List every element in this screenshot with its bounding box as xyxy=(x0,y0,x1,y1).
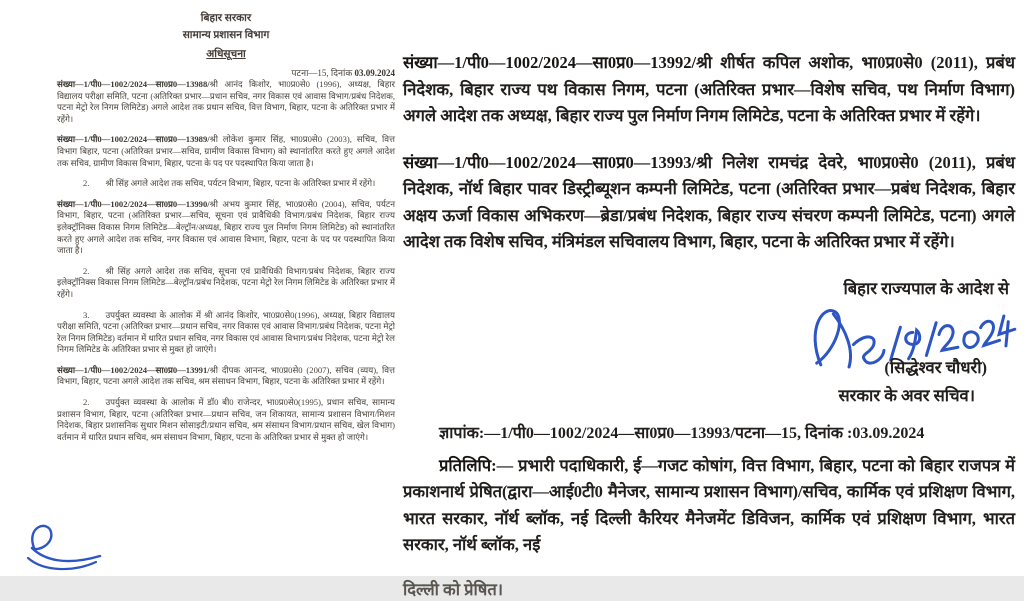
memo-number-line: ज्ञापांक:—1/पी0—1002/2024—सा0प्र0—13993/पटना—15, दिनांक :03.09.2024 xyxy=(439,424,925,442)
copy-to-label: प्रतिलिपि:— xyxy=(439,455,514,475)
cut-off-last-line: दिल्ली को प्रेषित। xyxy=(403,579,503,599)
by-order-line: बिहार राज्यपाल के आदेश से xyxy=(843,278,1009,298)
signature-block xyxy=(403,299,1015,417)
copy-to-text: प्रभारी पदाधिकारी, ई—गजट कोषांग, वित्त विभाग, बिहार, पटना को बिहार राजपत्र में प्रकाशनार्थ प्रेषित(द्वारा—आई0टी0 मैनेजर, सामान्य प्रशासन विभाग)/सचिव, कार्मिक एवं प्रशिक्षण विभाग, भारत सरकार, नॉर्थ ब्लॉक, नई दिल्ली कैरियर मैनेजमेंट डिविजन, कार्मिक एवं प्रशिक्षण विभाग, भारत सरकार, नॉर्थ ब्लॉक, नई xyxy=(403,455,1016,554)
letterhead xyxy=(57,10,395,63)
right-page-content xyxy=(403,50,1016,599)
date-value: 03.09.2024 xyxy=(354,68,395,78)
signatory-name: (सिद्धेश्वर चौधरी) xyxy=(884,357,987,377)
right-page xyxy=(403,0,1016,599)
order-paragraph xyxy=(57,134,395,169)
clause-number: 2. xyxy=(83,178,90,189)
handwritten-initial-mark xyxy=(4,518,114,576)
order-text: उपर्युक्त व्यवस्था के आलोक में डॉ0 बी0 राजेन्दर, भा0प्र0से0(1995), प्रधान सचिव, सामान्य प्रशासन विभाग, बिहार, पटना (अतिरिक्त प्रभार—प्रधान सचिव, जन शिकायत, सामान्य प्रशासन विभाग/मिशन निदेशक, बिहार प्रशासनिक सुधार मिशन सोसाइटी/प्रधान सचिव, श्रम संसाधन विभाग/प्रधान सचिव, खेल विभाग) वर्तमान में धारित प्रधान सचिव, श्रम संसाधन विभाग, बिहार, पटना के अतिरिक्त प्रभार से मुक्त हो जाएंगे। xyxy=(57,397,395,442)
doc-type-heading: अधिसूचना xyxy=(206,49,246,60)
order-text: श्री सिंह अगले आदेश तक सचिव, सूचना एवं प्रावैधिकी विभाग/प्रबंध निदेशक, बिहार राज्य इलेक्ट्रॉनिक्स विकास निगम लिमिटेड—बेल्ट्रॉन/प्रबंध निदेशक, पटना मेट्रो रेल निगम लिमिटेड के अतिरिक्त प्रभार में रहेंगे। xyxy=(57,265,395,299)
order-text: श्री शीर्षत कपिल अशोक, भा0प्र0से0 (2011), प्रबंध निदेशक, बिहार राज्य पथ विकास निगम, पटना (अतिरिक्त प्रभार—विशेष सचिव, पथ निर्माण विभाग) अगले आदेश तक अध्यक्ष, बिहार राज्य पुल निर्माण निगम लिमिटेड, पटना के अतिरिक्त प्रभार में रहेंगे। xyxy=(403,53,1015,125)
order-text: उपर्युक्त व्यवस्था के आलोक में श्री आनंद किशोर, भा0प्र0से0(1996), अध्यक्ष, बिहार विद्यालय परीक्षा समिति, पटना (अतिरिक्त प्रभार—प्रधान सचिव, नगर विकास एवं आवास विभाग/प्रबंध निदेशक, पटना मेट्रो रेल निगम लिमिटेड) वर्तमान में धारित प्रधान सचिव, नगर विकास एवं आवास विभाग/प्रबंध निदेशक, पटना मेट्रो रेल निगम लिमिटेड के अतिरिक्त प्रभार से मुक्त हो जाएंगे। xyxy=(57,309,395,355)
place-date-label: पटना—15, दिनांक xyxy=(291,68,353,78)
government-name: बिहार सरकार xyxy=(200,13,252,24)
order-paragraph xyxy=(57,365,395,388)
place-date-line xyxy=(57,66,395,79)
order-number: संख्या—1/पी0—1002/2024—सा0प्र0—13989/ xyxy=(57,134,210,145)
order-number: संख्या—1/पी0—1002/2024—सा0प्र0—13991/ xyxy=(57,364,210,375)
left-page xyxy=(0,0,400,576)
order-number: संख्या—1/पी0—1002/2024—सा0प्र0—13990/ xyxy=(57,198,210,209)
order-number: संख्या—1/पी0—1002/2024—सा0प्र0—13988/ xyxy=(57,79,210,89)
order-number: संख्या—1/पी0—1002/2024—सा0प्र0—13993/ xyxy=(403,152,697,172)
order-number: संख्या—1/पी0—1002/2024—सा0प्र0—13992/ xyxy=(403,53,697,72)
order-paragraph xyxy=(57,79,395,125)
order-subparagraph xyxy=(57,178,395,190)
order-subparagraph xyxy=(57,397,395,443)
order-text: श्री निलेश रामचंद्र देवरे, भा0प्र0से0 (2011), प्रबंध निदेशक, नॉर्थ बिहार पावर डिस्ट्रीब्यूशन कम्पनी लिमिटेड, पटना (अतिरिक्त प्रभार—प्रबंध निदेशक, बिहार अक्षय ऊर्जा विकास अभिकरण—ब्रेडा/प्रबंध निदेशक, बिहार राज्य संचरण कम्पनी लिमिटेड, पटना) अगले आदेश तक विशेष सचिव, मंत्रिमंडल सचिवालय विभाग, बिहार, पटना के अतिरिक्त प्रभार में रहेंगे। xyxy=(403,152,1015,251)
order-paragraph xyxy=(403,150,1015,256)
copy-to-paragraph xyxy=(403,453,1015,559)
order-paragraph xyxy=(57,199,395,257)
clause-number: 2. xyxy=(83,265,90,276)
clause-number: 2. xyxy=(83,397,90,408)
order-text: श्री आनंद किशोर, भा0प्र0से0 (1996), अध्यक्ष, बिहार विद्यालय परीक्षा समिति, पटना (अतिरिक्त प्रभार—प्रधान सचिव, नगर विकास एवं आवास विभाग/प्रबंध निदेशक, पटना मेट्रो रेल निगम लिमिटेड) अगले आदेश तक प्रधान सचिव, वित्त विभाग, बिहार, पटना के अतिरिक्त प्रभार में रहेंगे। xyxy=(57,79,395,124)
left-page-content xyxy=(57,10,395,452)
order-text: श्री दीपक आनन्द, भा0प्र0से0 (2007), सचिव (व्यय), वित्त विभाग, बिहार, पटना अगले आदेश तक सचिव, श्रम संसाधन विभाग, बिहार, पटना के अतिरिक्त प्रभार में रहेंगे। xyxy=(57,364,395,387)
order-text: श्री अभय कुमार सिंह, भा0प्र0से0 (2004), सचिव, पर्यटन विभाग, बिहार, पटना (अतिरिक्त प्रभार—सचिव, सूचना एवं प्रावैधिकी विभाग/प्रबंध निदेशक, बिहार राज्य इलेक्ट्रॉनिक्स विकास निगम लिमिटेड—बेल्ट्रॉन/अध्यक्ष, बिहार राज्य पुल निर्माण निगम लिमिटेड) को स्थानांतरित करते हुए अगले आदेश तक सचिव, नगर विकास एवं आवास विभाग, बिहार, पटना के पद पर पदस्थापित किया जाता है। xyxy=(57,198,395,256)
clause-number: 3. xyxy=(83,309,90,320)
signatory-designation: सरकार के अवर सचिव। xyxy=(838,385,975,405)
order-subparagraph xyxy=(57,310,395,356)
order-subparagraph xyxy=(57,266,395,301)
order-paragraph xyxy=(403,50,1015,130)
department-name: सामान्य प्रशासन विभाग xyxy=(182,30,270,41)
order-text: श्री लोकेश कुमार सिंह, भा0प्र0से0 (2003), सचिव, वित्त विभाग बिहार, पटना (अतिरिक्त प्रभार—सचिव, ग्रामीण विकास विभाग) को स्थानांतरित करते हुए अगले आदेश तक सचिव, ग्रामीण विकास विभाग, बिहार, पटना के पद पर पदस्थापित किया जाता है। xyxy=(57,134,395,168)
order-text: श्री सिंह अगले आदेश तक सचिव, पर्यटन विभाग, बिहार, पटना के अतिरिक्त प्रभार में रहेंगे। xyxy=(105,178,376,189)
